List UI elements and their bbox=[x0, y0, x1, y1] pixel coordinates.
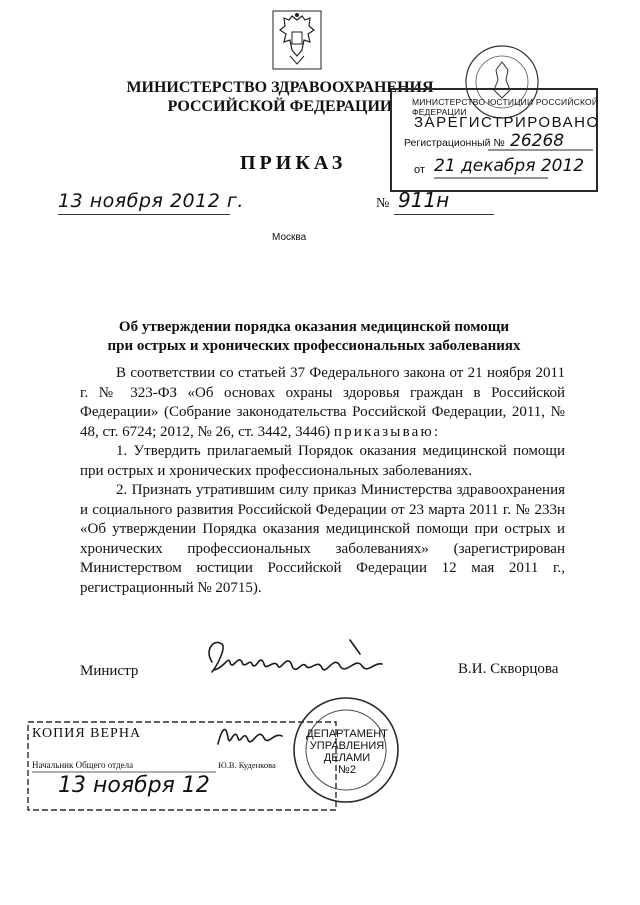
registration-number-label: Регистрационный № bbox=[404, 137, 505, 149]
item-1-paragraph: 1. Утвердить прилагаемый Порядок оказания медицинской помощи при острых и хронических профессиональных заболеваниях. bbox=[80, 443, 565, 479]
registration-number: 26268 bbox=[510, 131, 565, 151]
ministry-name-line1: МИНИСТЕРСТВО ЗДРАВООХРАНЕНИЯ bbox=[126, 79, 434, 96]
dept-seal-line3: ДЕЛАМИ bbox=[323, 752, 371, 764]
order-subject bbox=[84, 318, 544, 356]
preamble-paragraph bbox=[80, 364, 565, 442]
item-2-paragraph: 2. Признать утратившим силу приказ Министерства здравоохранения и социального развития Российской Федерации от 23 марта 2011 г. № 233н «Об утверждении Порядка оказания медицинской помощи при острых и хронических профессиональных заболеваниях» (зарегистрирован Министерством юстиции Российской Федерации 12 мая 2011 г., регистрационный № 20715). bbox=[80, 482, 565, 596]
copy-stamp-date: 13 ноября 12 bbox=[58, 773, 210, 798]
registration-ministry-label: МИНИСТЕРСТВО ЮСТИЦИИ РОССИЙСКОЙ ФЕДЕРАЦИИ bbox=[412, 97, 599, 117]
number-underline bbox=[394, 214, 494, 215]
minister-handwritten-signature bbox=[200, 632, 390, 688]
copy-stamp-signature bbox=[214, 718, 288, 752]
registration-from-label: от bbox=[414, 164, 425, 176]
order-date: 13 ноября 2012 г. bbox=[58, 190, 244, 212]
dept-seal-line1: ДЕПАРТАМЕНТ bbox=[306, 728, 388, 740]
department-seal-text bbox=[300, 728, 394, 776]
dept-seal-line4: №2 bbox=[338, 764, 356, 776]
subject-line1: Об утверждении порядка оказания медицинской помощи bbox=[118, 319, 510, 335]
subject-line2: при острых и хронических профессиональных заболеваниях bbox=[107, 338, 521, 354]
registration-date: 21 декабря 2012 bbox=[434, 156, 585, 176]
dept-seal-line2: УПРАВЛЕНИЯ bbox=[309, 740, 385, 752]
city-label: Москва bbox=[272, 232, 307, 243]
order-body bbox=[80, 364, 565, 598]
date-underline bbox=[58, 214, 230, 215]
ministry-name-line2: РОССИЙСКОЙ ФЕДЕРАЦИИ bbox=[167, 98, 393, 115]
copy-stamp-chief-name: Ю.В. Куденкова bbox=[218, 760, 276, 770]
preamble-text: В соответствии со статьей 37 Федерального закона от 21 ноября 2011 г. № 323-ФЗ «Об основах охраны здоровья граждан в Российской Федерации» (Собрание законодательства Российской Федерации, 2011, № 48, ст. 6724; 2012, № 26, ст. 3442, 3446) bbox=[80, 365, 565, 440]
copy-stamp-chief-label: Начальник Общего отдела bbox=[32, 760, 134, 770]
minister-position: Министр bbox=[80, 663, 139, 679]
order-number: 911н bbox=[398, 188, 450, 212]
minister-name: В.И. Скворцова bbox=[458, 661, 559, 677]
order-number-label: № bbox=[376, 196, 390, 211]
copy-stamp-title: КОПИЯ ВЕРНА bbox=[32, 726, 142, 741]
registration-title: ЗАРЕГИСТРИРОВАНО bbox=[414, 114, 600, 131]
coat-of-arms-emblem bbox=[272, 10, 322, 70]
order-word: приказываю: bbox=[333, 423, 441, 440]
document-type-title: ПРИКАЗ bbox=[240, 152, 347, 174]
